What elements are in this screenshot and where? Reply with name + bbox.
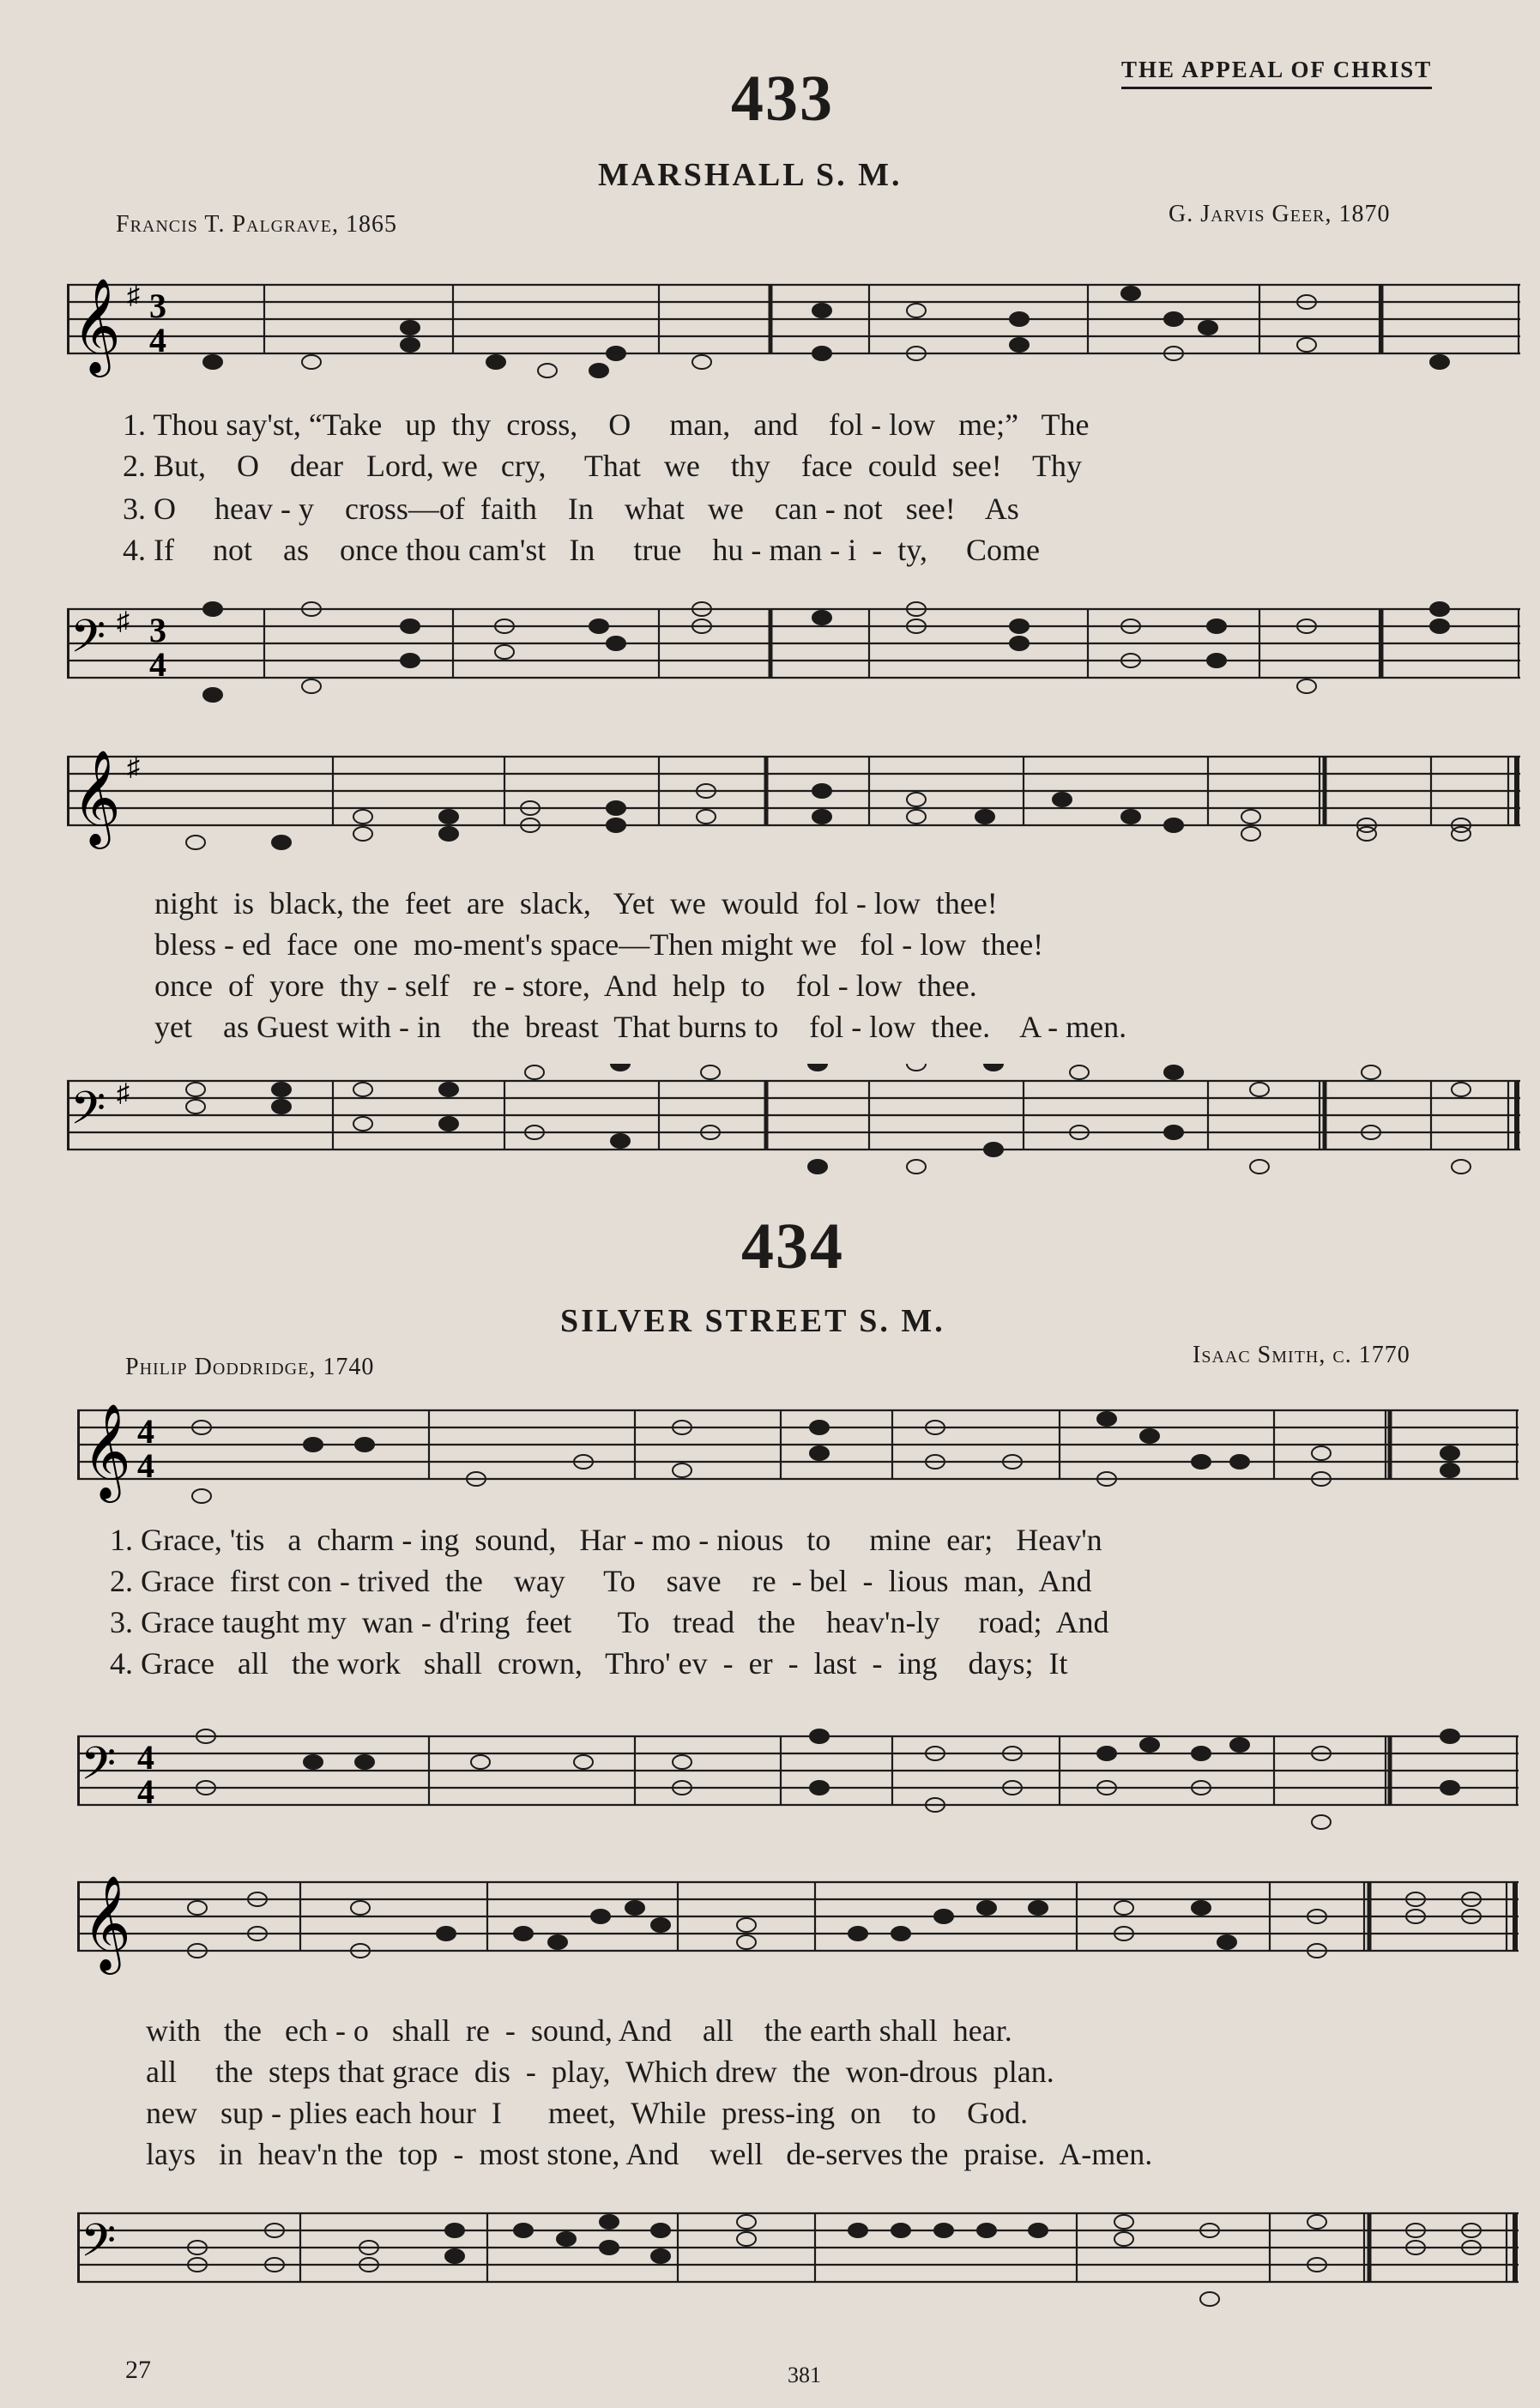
lyric-verse-1: 1. Grace, 'tis a charm - ing sound, Har - mo - nious to mine ear; Heav'n	[110, 1523, 1102, 1557]
treble-staff	[77, 1393, 1519, 1505]
lyric-verse-4: 4. Grace all the work shall crown, Thro' ev - er - last - ing days; It	[110, 1646, 1068, 1681]
bass-staff	[77, 1719, 1519, 1848]
svg-text:𝄢: 𝄢	[70, 611, 106, 674]
lyric-verse-3: new sup - plies each hour I meet, While press-ing on to God.	[146, 2096, 1029, 2130]
section-title: THE APPEAL OF CHRIST	[1121, 57, 1432, 89]
lyric-verse-2: 2. But, O dear Lord, we cry, That we thy face could see! Thy	[123, 449, 1083, 483]
bass-staff	[67, 592, 1520, 712]
svg-text:𝄢: 𝄢	[81, 2215, 117, 2278]
author-credit: Francis T. Palgrave, 1865	[116, 211, 397, 238]
svg-text:𝄢: 𝄢	[81, 1738, 117, 1801]
svg-text:♯: ♯	[117, 1079, 130, 1107]
lyric-verse-4: 4. If not as once thou cam'st In true hu - man - i - ty, Come	[123, 533, 1040, 567]
lyric-verse-4: yet as Guest with - in the breast That burns to fol - low thee. A - men.	[154, 1010, 1127, 1044]
bass-staff	[67, 1064, 1520, 1184]
page-number: 381	[788, 2363, 821, 2387]
svg-text:𝄞: 𝄞	[82, 1874, 131, 1970]
svg-text:4: 4	[149, 645, 166, 684]
svg-text:4: 4	[137, 1412, 154, 1451]
tune-name: MARSHALL S. M.	[598, 157, 903, 193]
treble-staff	[77, 1865, 1519, 1976]
treble-staff	[67, 739, 1520, 851]
svg-text:4: 4	[137, 1772, 154, 1811]
lyric-verse-3: once of yore thy - self re - store, And help to fol - low thee.	[154, 969, 977, 1003]
lyric-verse-2: bless - ed face one mo-ment's space—Then might we fol - low thee!	[154, 927, 1044, 962]
svg-text:𝄢: 𝄢	[70, 1083, 106, 1146]
hymn-number: 434	[741, 1210, 844, 1282]
lyric-verse-1: with the ech - o shall re - sound, And all the earth shall hear.	[146, 2013, 1012, 2048]
svg-text:♯: ♯	[127, 753, 140, 782]
svg-text:4: 4	[137, 1446, 154, 1485]
lyric-verse-4: lays in heav'n the top - most stone, And well de-serves the praise. A-men.	[146, 2137, 1153, 2171]
lyric-verse-2: all the steps that grace dis - play, Which drew the won-drous plan.	[146, 2055, 1054, 2089]
lyric-verse-3: 3. O heav - y cross—of faith In what we can - not see! As	[123, 492, 1019, 526]
svg-text:𝄞: 𝄞	[82, 1403, 131, 1499]
tune-name: SILVER STREET S. M.	[560, 1303, 945, 1339]
hymn-number: 433	[731, 63, 834, 135]
footer-signature: 27	[125, 2356, 151, 2384]
bass-staff	[77, 2196, 1519, 2325]
svg-text:3: 3	[149, 611, 166, 649]
lyric-verse-2: 2. Grace first con - trived the way To save re - bel - lious man, And	[110, 1564, 1092, 1598]
lyric-verse-3: 3. Grace taught my wan - d'ring feet To tread the heav'n-ly road; And	[110, 1605, 1109, 1639]
treble-staff	[67, 268, 1520, 379]
lyric-verse-1: night is black, the feet are slack, Yet we would fol - low thee!	[154, 886, 998, 920]
lyric-verse-1: 1. Thou say'st, “Take up thy cross, O man, and fol - low me;” The	[123, 407, 1090, 442]
author-credit: Philip Doddridge, 1740	[125, 1354, 375, 1380]
svg-text:♯: ♯	[127, 281, 140, 310]
composer-credit: G. Jarvis Geer, 1870	[1169, 201, 1391, 227]
svg-text:♯: ♯	[117, 607, 130, 636]
svg-text:𝄞: 𝄞	[72, 277, 121, 373]
svg-text:𝄞: 𝄞	[72, 749, 121, 845]
svg-text:4: 4	[137, 1738, 154, 1777]
time-sig-top: 3	[149, 287, 166, 325]
composer-credit: Isaac Smith, c. 1770	[1193, 1342, 1410, 1368]
time-sig-bottom: 4	[149, 321, 166, 359]
